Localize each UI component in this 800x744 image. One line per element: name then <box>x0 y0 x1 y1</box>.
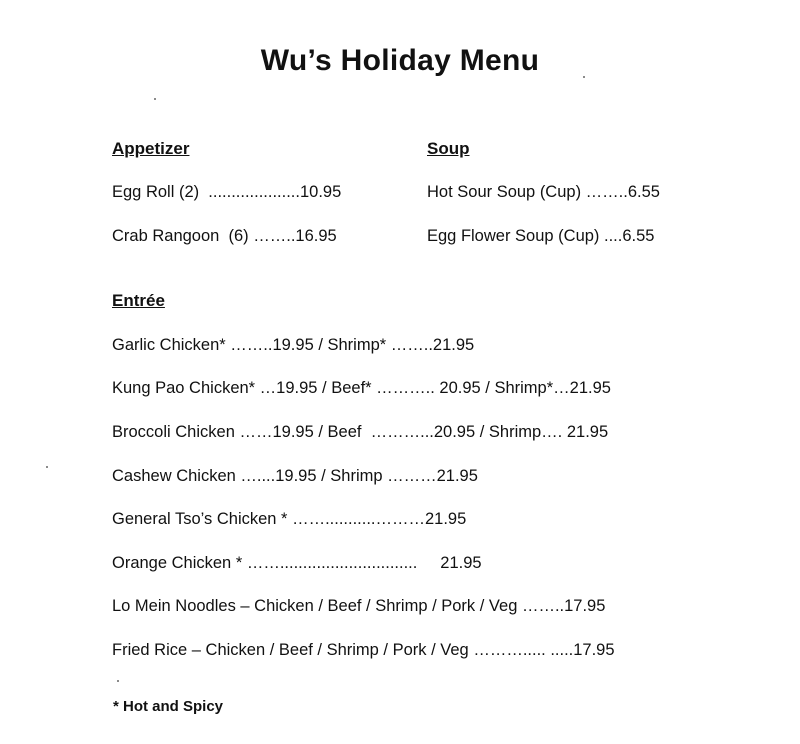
entree-item: Garlic Chicken* ……..19.95 / Shrimp* ……..21.95 <box>112 336 475 354</box>
entree-item: Cashew Chicken …....19.95 / Shrimp ………21.95 <box>112 467 478 485</box>
soup-item: Hot Sour Soup (Cup) ……..6.55 <box>427 183 660 201</box>
entree-item: Kung Pao Chicken* …19.95 / Beef* ……….. 20.95 / Shrimp*…21.95 <box>112 379 611 397</box>
entree-item: General Tso’s Chicken * ……...........………21.95 <box>112 510 467 528</box>
scan-speck <box>154 98 156 100</box>
soup-heading: Soup <box>427 139 470 158</box>
appetizer-item: Crab Rangoon (6) ……..16.95 <box>112 227 337 245</box>
hot-and-spicy-note: * Hot and Spicy <box>113 698 224 715</box>
entree-item: Fried Rice – Chicken / Beef / Shrimp / Pork / Veg ………..... .....17.95 <box>112 641 615 659</box>
appetizer-item: Egg Roll (2) ....................10.95 <box>112 183 342 201</box>
entree-item: Lo Mein Noodles – Chicken / Beef / Shrimp / Pork / Veg ……..17.95 <box>112 597 606 615</box>
entree-heading: Entrée <box>112 291 165 310</box>
entree-item: Broccoli Chicken ……19.95 / Beef ………...20.95 / Shrimp…. 21.95 <box>112 423 609 441</box>
scan-speck <box>583 76 585 78</box>
soup-item: Egg Flower Soup (Cup) ....6.55 <box>427 227 655 245</box>
appetizer-heading: Appetizer <box>112 139 190 158</box>
scan-speck <box>46 466 48 468</box>
menu-title: Wu’s Holiday Menu <box>260 44 540 77</box>
scan-speck <box>117 680 119 682</box>
entree-item: Orange Chicken * …….............................. 21.95 <box>112 554 482 572</box>
